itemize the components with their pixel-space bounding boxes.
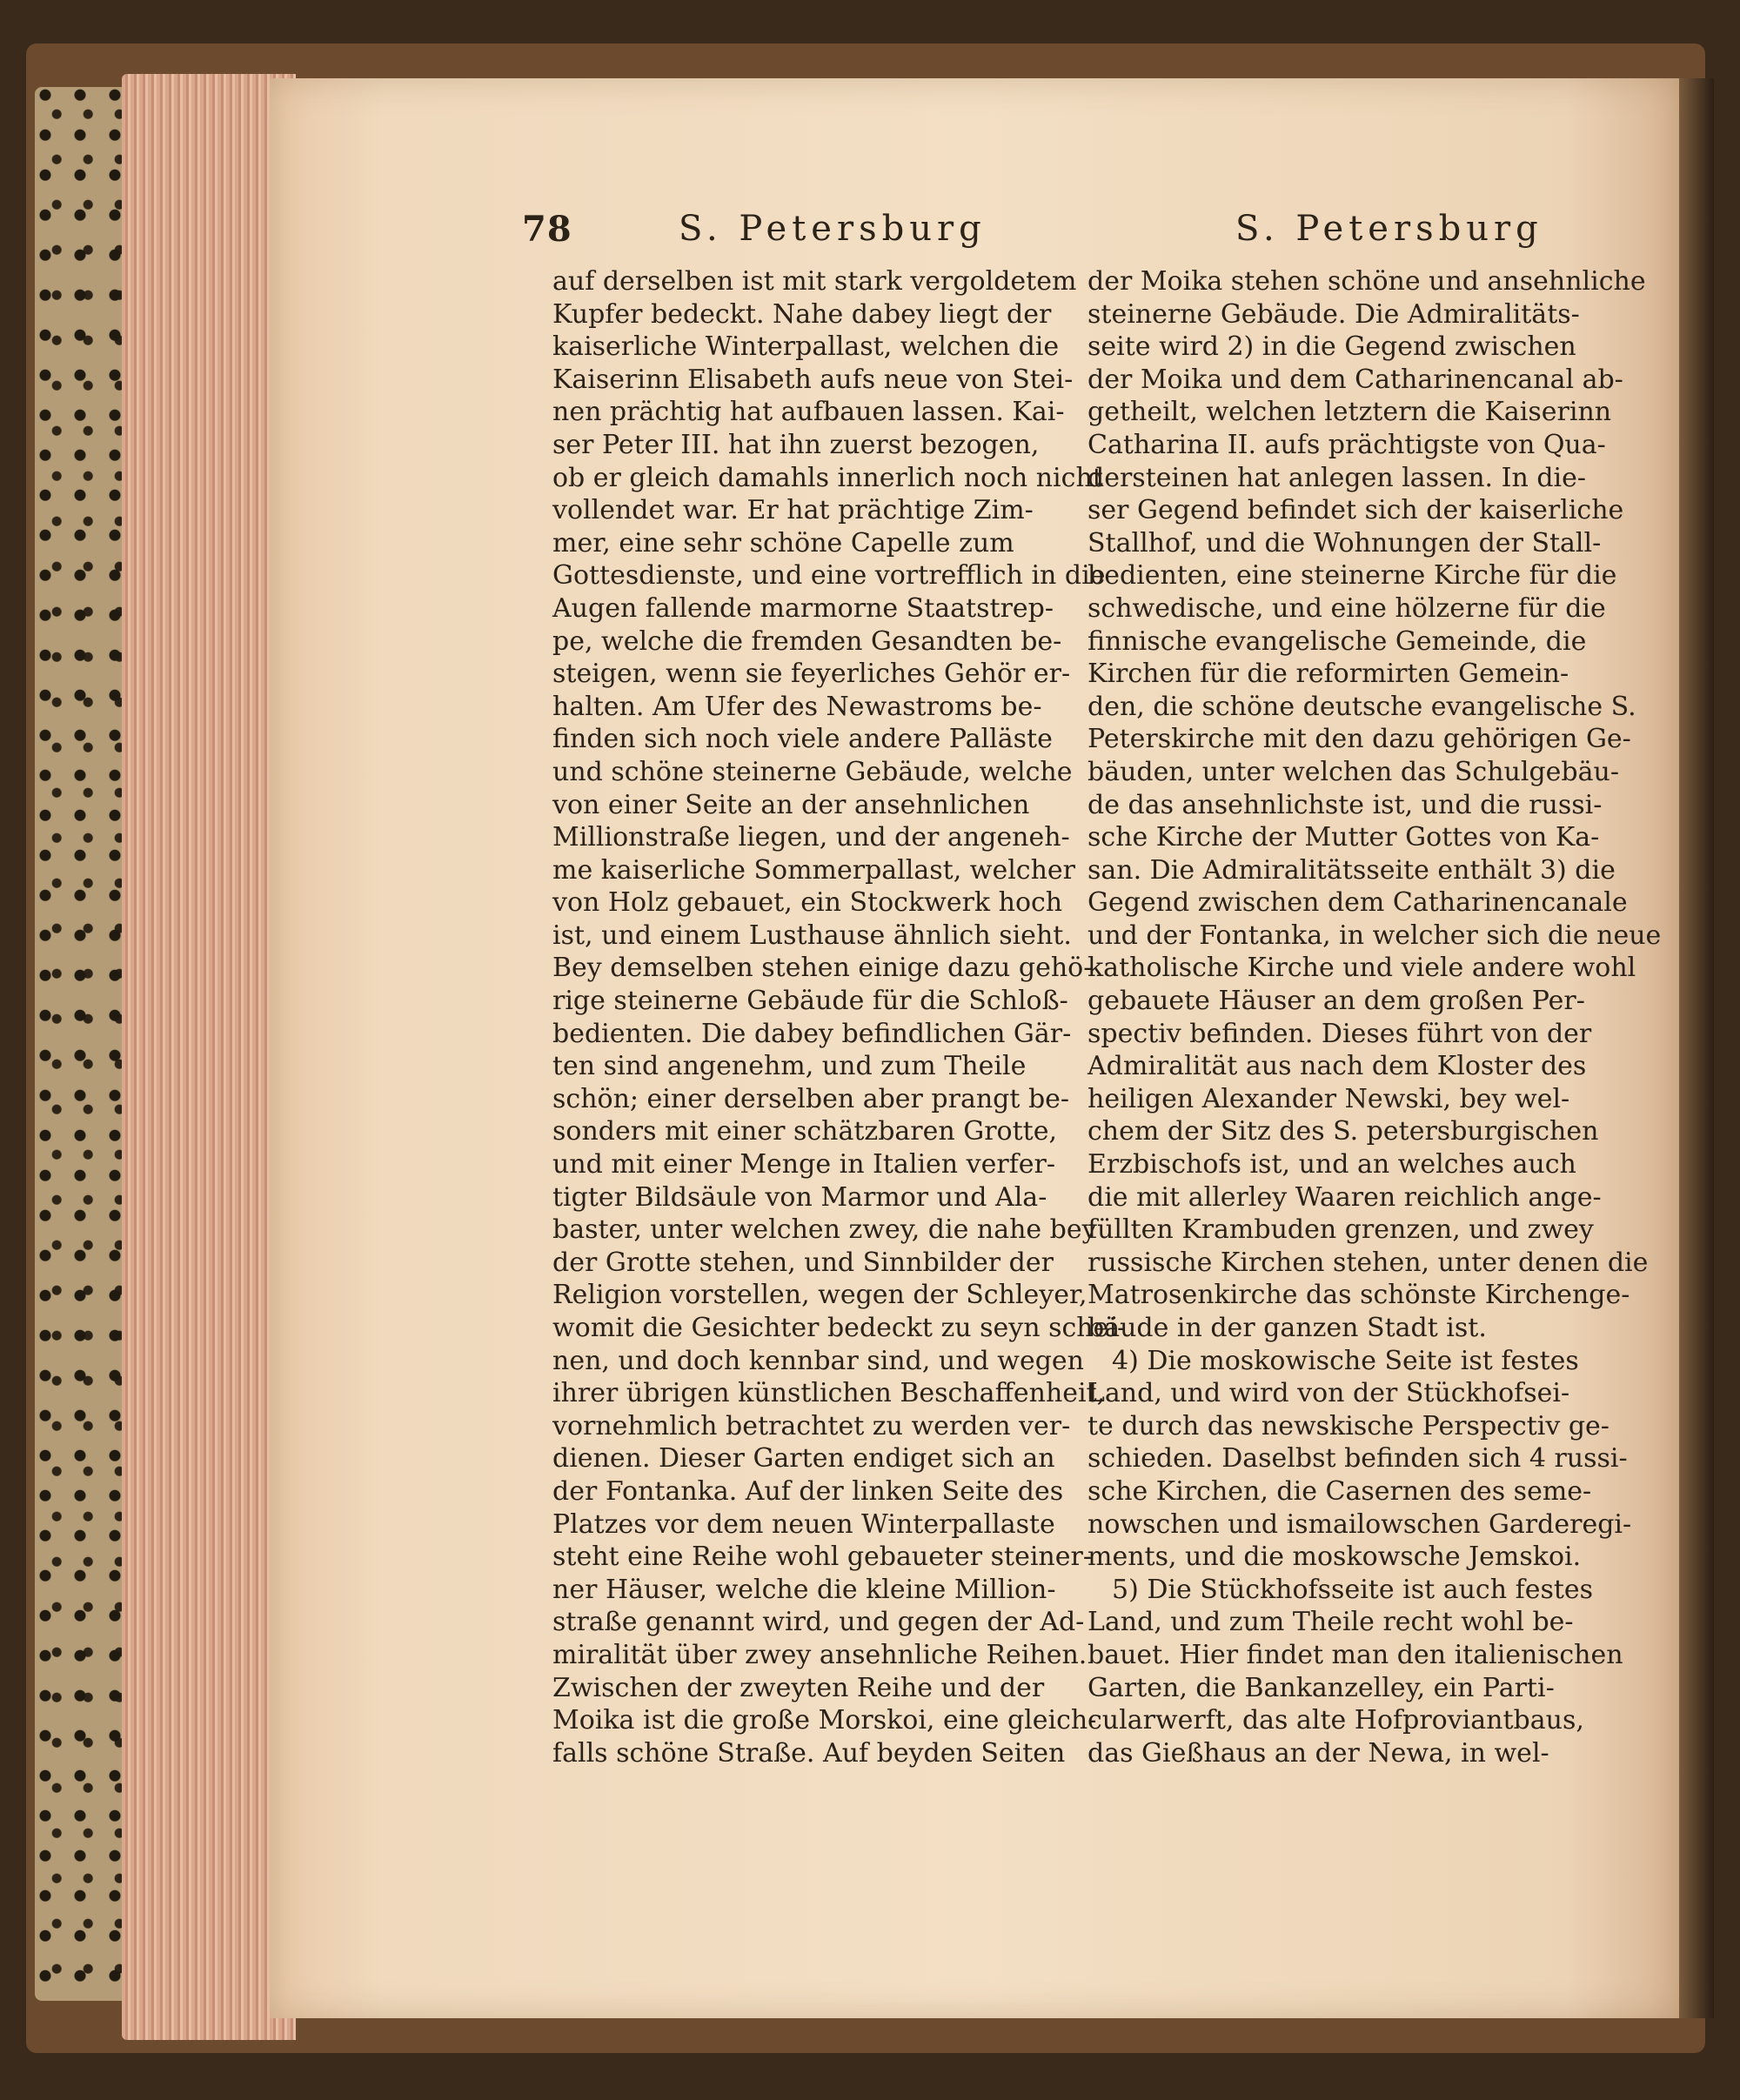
text-line: me kaiserliche Sommerpallast, welcher [552,854,1076,886]
text-line: baster, unter welchen zwey, die nahe bey [552,1214,1097,1246]
text-line: und schöne steinerne Gebäude, welche [552,756,1073,787]
text-line: von Holz gebauet, ein Stockwerk hoch [552,887,1063,919]
text-line: de das ansehnlichste ist, und die russi- [1088,789,1603,820]
page-header [270,209,1679,261]
text-line: ments, und die moskowsche Jemskoi. [1088,1542,1582,1573]
text-line: steht eine Reihe wohl gebaueter steiner- [552,1542,1092,1573]
text-line: cularwerft, das alte Hofproviantbaus, [1088,1705,1584,1736]
marbled-cover-edge [35,87,130,2001]
text-line: Augen fallende marmorne Staatstrep- [552,592,1054,624]
text-line: rige steinerne Gebäude für die Schloß- [552,986,1068,1017]
text-line: schieden. Daselbst befinden sich 4 russi- [1088,1443,1628,1475]
text-line: ser Peter III. hat ihn zuerst bezogen, [552,429,1040,460]
text-line: Bey demselben stehen einige dazu gehö- [552,953,1093,984]
text-line: Stallhof, und die Wohnungen der Stall- [1088,527,1602,558]
text-line: sonders mit einer schätzbaren Grotte, [552,1116,1058,1147]
text-line: Gegend zwischen dem Catharinencanale [1088,887,1628,919]
text-line: ob er gleich damahls innerlich noch nicht [552,462,1103,493]
text-line: gebauete Häuser an dem großen Per- [1088,986,1585,1017]
text-line: miralität über zwey ansehnliche Reihen. [552,1639,1088,1670]
text-line: nen, und doch kennbar sind, und wegen [552,1345,1085,1376]
text-line: Millionstraße liegen, und der angeneh- [552,822,1070,853]
text-line: vornehmlich betrachtet zu werden ver- [552,1410,1071,1441]
text-line: finnische evangelische Gemeinde, die [1088,625,1587,657]
text-line: spectiv befinden. Dieses führt von der [1088,1018,1592,1049]
text-line: der Grotte stehen, und Sinnbilder der [552,1247,1054,1278]
text-line: bäuden, unter welchen das Schulgebäu- [1088,756,1619,787]
text-line: Kirchen für die reformirten Gemein- [1088,659,1569,690]
text-line: ner Häuser, welche die kleine Million- [552,1574,1056,1605]
text-line: Moika ist die große Morskoi, eine gleich- [552,1705,1097,1736]
text-line: bedienten. Die dabey befindlichen Gär- [552,1018,1072,1049]
book-page [270,78,1679,2018]
text-line: Gottesdienste, und eine vortrefflich in die [552,560,1106,592]
text-line: straße genannt wird, und gegen der Ad- [552,1607,1085,1638]
text-line: heiligen Alexander Newski, bey wel- [1088,1083,1570,1114]
text-line: dersteinen hat anlegen lassen. In die- [1088,462,1587,493]
text-line: seite wird 2) in die Gegend zwischen [1088,331,1576,363]
text-line: Erzbischofs ist, und an welches auch [1088,1149,1576,1180]
text-line: Land, und zum Theile recht wohl be- [1088,1607,1574,1638]
text-line: finden sich noch viele andere Palläste [552,724,1053,755]
text-line: füllten Krambuden grenzen, und zwey [1088,1214,1594,1246]
text-line: der Moika und dem Catharinencanal ab- [1088,364,1623,395]
text-line: bäude in der ganzen Stadt ist. [1088,1313,1487,1343]
text-line: san. Die Admiralitätsseite enthält 3) die [1088,854,1616,886]
text-line: der Fontanka. Auf der linken Seite des [552,1475,1064,1507]
text-line: sche Kirchen, die Casernen des seme- [1088,1475,1592,1507]
text-line: falls schöne Straße. Auf beyden Seiten [552,1737,1066,1769]
text-line: bauet. Hier findet man den italienischen [1088,1639,1623,1670]
text-line: Land, und wird von der Stückhofsei- [1088,1378,1570,1409]
text-line: Zwischen der zweyten Reihe und der [552,1672,1045,1703]
page-number: 78 [522,209,572,250]
text-line: und der Fontanka, in welcher sich die neue [1088,920,1662,951]
text-line: auf derselben ist mit stark vergoldetem [552,266,1077,297]
text-line: Garten, die Bankanzelley, ein Parti- [1088,1672,1555,1703]
text-line: halten. Am Ufer des Newastroms be- [552,691,1042,722]
text-line: ihrer übrigen künstlichen Beschaffenheit, [552,1378,1106,1409]
text-line: vollendet war. Er hat prächtige Zim- [552,495,1034,526]
text-line: chem der Sitz des S. petersburgischen [1088,1116,1599,1147]
text-line: steinerne Gebäude. Die Admiralitäts- [1088,298,1580,330]
text-line: nowschen und ismailowschen Garderegi- [1088,1508,1632,1540]
running-head-right: S. Petersburg [1235,209,1543,249]
text-line: womit die Gesichter bedeckt zu seyn schei- [552,1313,1127,1343]
text-line: Platzes vor dem neuen Winterpallaste [552,1508,1055,1540]
text-line: mer, eine sehr schöne Capelle zum [552,527,1014,558]
text-line: den, die schöne deutsche evangelische S. [1088,691,1636,722]
text-line: der Moika stehen schöne und ansehnliche [1088,266,1646,297]
text-line: Religion vorstellen, wegen der Schleyer, [552,1280,1088,1311]
text-line: Matrosenkirche das schönste Kirchenge- [1088,1280,1630,1311]
text-line: Admiralität aus nach dem Kloster des [1088,1051,1587,1082]
text-column-right [1088,265,1662,1769]
text-line: ten sind angenehm, und zum Theile [552,1051,1027,1082]
text-line: Kaiserinn Elisabeth aufs neue von Stei- [552,364,1074,395]
text-line: sche Kirche der Mutter Gottes von Ka- [1088,822,1600,853]
text-line: das Gießhaus an der Newa, in wel- [1088,1737,1549,1769]
text-line: katholische Kirche und viele andere wohl [1088,953,1636,984]
text-line: Peterskirche mit den dazu gehörigen Ge- [1088,724,1631,755]
text-line: pe, welche die fremden Gesandten be- [552,625,1062,657]
text-line: von einer Seite an der ansehnlichen [552,789,1030,820]
text-column-left [552,265,1127,1769]
text-line: dienen. Dieser Garten endiget sich an [552,1443,1055,1475]
text-line: und mit einer Menge in Italien verfer- [552,1149,1056,1180]
text-line: getheilt, welchen letztern die Kaiserinn [1088,397,1612,428]
text-line: Kupfer bedeckt. Nahe dabey liegt der [552,298,1052,330]
text-line: te durch das newskische Perspectiv ge- [1088,1410,1610,1441]
text-line: tigter Bildsäule von Marmor und Ala- [552,1181,1047,1213]
running-head-left: S. Petersburg [679,209,987,249]
text-line: ist, und einem Lusthause ähnlich sieht. [552,920,1072,951]
text-line: schön; einer derselben aber prangt be- [552,1083,1070,1114]
text-line: Catharina II. aufs prächtigste von Qua- [1088,429,1606,460]
text-line: bedienten, eine steinerne Kirche für die [1088,560,1617,592]
text-line: steigen, wenn sie feyerliches Gehör er- [552,659,1071,690]
facing-page-edge [1679,78,1714,2018]
text-line: 5) Die Stückhofsseite ist auch festes [1112,1574,1594,1605]
text-line: russische Kirchen stehen, unter denen die [1088,1247,1649,1278]
text-line: 4) Die moskowische Seite ist festes [1112,1345,1579,1376]
text-line: kaiserliche Winterpallast, welchen die [552,331,1060,363]
text-line: ser Gegend befindet sich der kaiserliche [1088,495,1624,526]
text-line: nen prächtig hat aufbauen lassen. Kai- [552,397,1065,428]
text-line: schwedische, und eine hölzerne für die [1088,592,1606,624]
text-line: die mit allerley Waaren reichlich ange- [1088,1181,1602,1213]
